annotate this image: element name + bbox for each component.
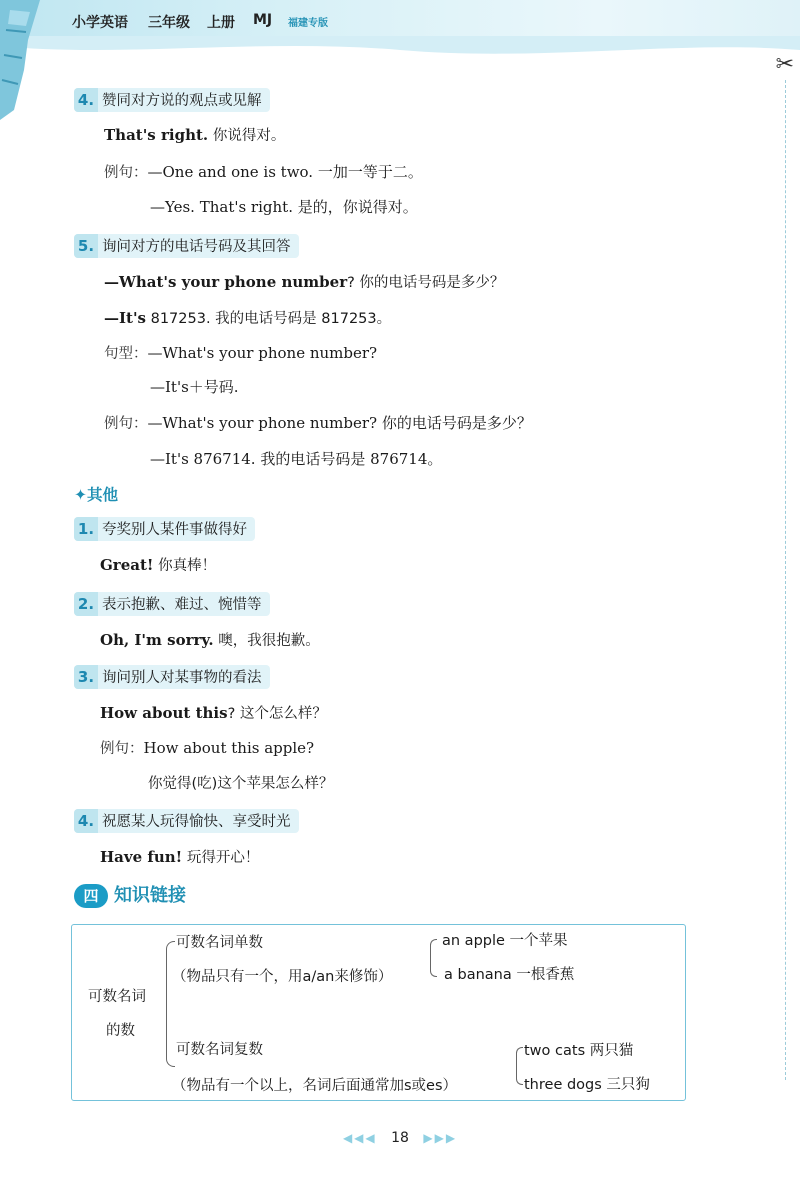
item-number: 2.: [74, 592, 98, 616]
phrase-cn: 你真棒！: [153, 558, 217, 574]
section-number: 4.: [74, 88, 98, 112]
example-label: 例句：: [104, 165, 148, 181]
example-text: How about this apple?: [143, 739, 315, 757]
root-label: 的数: [106, 1023, 135, 1039]
right-arrows-icon: ▶▶▶: [423, 1131, 458, 1145]
header-wave: [0, 36, 800, 66]
plural-bracket: [516, 1047, 523, 1085]
singular-note: （物品只有一个，用a/an来修饰）: [172, 969, 393, 985]
question-en: —What's your phone number: [104, 273, 348, 291]
header-subject: 小学英语: [72, 15, 128, 31]
pattern-label: 句型：: [104, 346, 148, 362]
example-label: 例句：: [104, 416, 148, 432]
phrase-line: [100, 555, 216, 576]
answer-cn: 817253. 我的电话号码是 817253。: [145, 311, 392, 327]
other-item-3-label: [74, 665, 270, 689]
knowledge-title: 知识链接: [114, 885, 186, 906]
phrase-en: Great!: [100, 556, 154, 574]
section-number: 5.: [74, 234, 98, 258]
phrase-line: [104, 125, 285, 146]
singular-bracket: [430, 939, 437, 977]
scissors-icon: ✂: [775, 52, 794, 77]
other-item-1-label: [74, 517, 255, 541]
item-number: 4.: [74, 809, 98, 833]
item-title: 祝愿某人玩得愉快、享受时光: [102, 814, 291, 830]
example-text: —Yes. That's right. 是的，你说得对。: [150, 198, 418, 216]
pattern-text: —It's＋号码.: [150, 378, 239, 396]
plural-note: （物品有一个以上，名词后面通常加s或es）: [172, 1078, 458, 1094]
phrase-en: Oh, I'm sorry.: [100, 631, 214, 649]
header-grade: 三年级: [148, 15, 190, 31]
page-footer: [0, 1130, 800, 1146]
section-4-label: [74, 88, 270, 112]
phrase-cn: ? 这个怎么样？: [227, 706, 327, 722]
question-cn: ? 你的电话号码是多少？: [347, 275, 505, 291]
other-heading: ✦其他: [74, 486, 118, 504]
section-title: 询问对方的电话号码及其回答: [102, 239, 291, 255]
example-line: [104, 162, 423, 183]
section-badge: 四: [74, 884, 108, 908]
header-edition: MJ: [253, 12, 273, 28]
pattern-line: [150, 377, 239, 397]
root-label: 可数名词: [88, 989, 146, 1005]
page-number: 18: [391, 1130, 409, 1146]
answer-line: [104, 308, 391, 329]
other-item-4-label: [74, 809, 299, 833]
singular-example: a banana 一根香蕉: [444, 967, 575, 983]
item-number: 1.: [74, 517, 98, 541]
plural-label: 可数名词复数: [176, 1042, 263, 1058]
item-title: 夸奖别人某件事做得好: [102, 522, 247, 538]
cut-line: [785, 80, 786, 1080]
phrase-en: That's right.: [104, 126, 209, 144]
singular-label: 可数名词单数: [176, 935, 263, 951]
example-line: [148, 773, 333, 794]
phrase-line: [100, 630, 320, 651]
example-text: —One and one is two. 一加一等于二。: [147, 163, 423, 181]
plural-example: three dogs 三只狗: [524, 1077, 650, 1093]
answer-en: —It's: [104, 309, 146, 327]
item-title: 询问别人对某事物的看法: [102, 670, 262, 686]
phrase-cn: 噢，我很抱歉。: [213, 633, 320, 649]
phrase-en: How about this: [100, 704, 228, 722]
example-line: [100, 738, 314, 759]
item-title: 表示抱歉、难过、惋惜等: [102, 597, 262, 613]
header-region: 福建专版: [288, 18, 328, 29]
example-text: —What's your phone number? 你的电话号码是多少？: [147, 414, 532, 432]
phrase-cn: 玩得开心！: [182, 850, 260, 866]
pattern-line: [104, 343, 377, 364]
section-title: 赞同对方说的观点或见解: [102, 93, 262, 109]
section-5-label: [74, 234, 299, 258]
phrase-cn: 你说得对。: [212, 128, 286, 144]
building-decoration-icon: [0, 0, 48, 120]
phrase-line: [100, 847, 259, 868]
example-text: —It's 876714. 我的电话号码是 876714。: [150, 450, 443, 468]
phrase-en: Have fun!: [100, 848, 183, 866]
singular-example: an apple 一个苹果: [442, 933, 568, 949]
example-text: 你觉得(吃)这个苹果怎么样？: [148, 776, 334, 792]
example-label: 例句：: [100, 741, 144, 757]
example-line: [150, 197, 418, 217]
question-line: [104, 272, 504, 293]
example-line: [104, 413, 532, 434]
example-line: [150, 449, 442, 469]
left-arrows-icon: ◀◀◀: [342, 1131, 377, 1145]
other-item-2-label: [74, 592, 270, 616]
phrase-line: [100, 703, 327, 724]
main-bracket: [166, 941, 175, 1067]
plural-example: two cats 两只猫: [524, 1043, 634, 1059]
item-number: 3.: [74, 665, 98, 689]
knowledge-box: [71, 924, 686, 1101]
header-volume: 上册: [207, 15, 235, 31]
pattern-text: —What's your phone number?: [147, 344, 378, 362]
